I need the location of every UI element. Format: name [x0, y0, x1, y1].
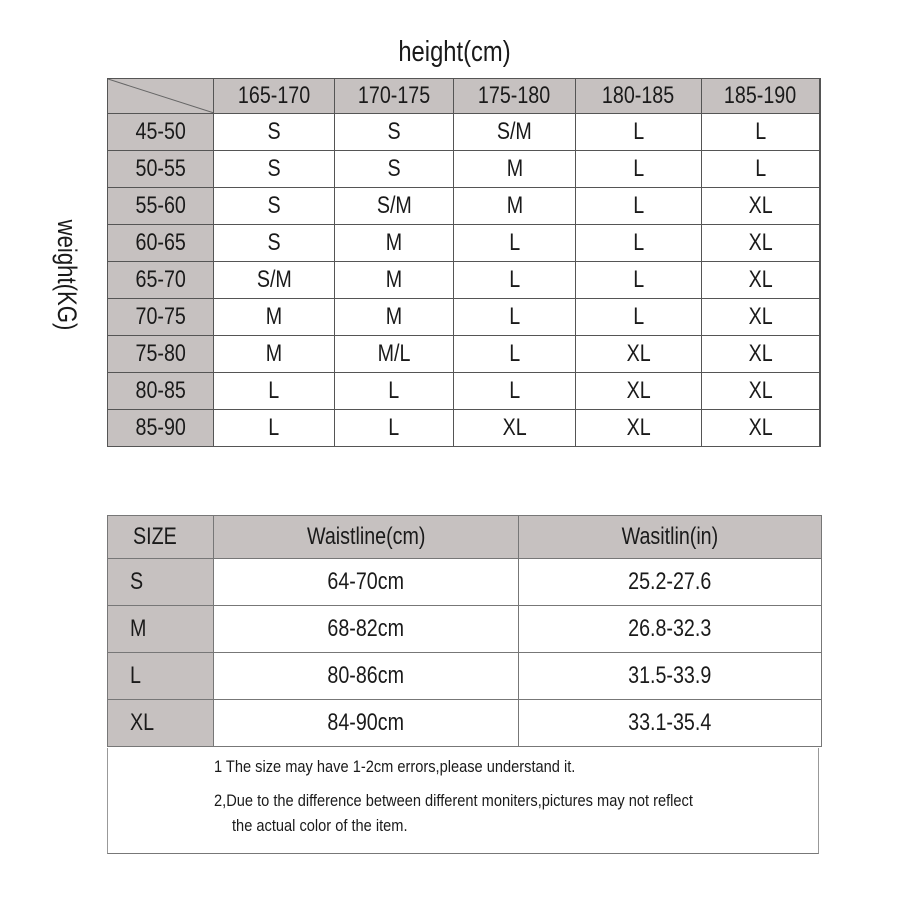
size-cell: S — [335, 151, 454, 188]
size-cell: S — [335, 114, 454, 151]
size-cell: M — [335, 225, 454, 262]
height-range-header: 185-190 — [702, 79, 820, 114]
waist-cm-cell: 80-86cm — [214, 653, 519, 700]
note-size-error: 1 The size may have 1-2cm errors,please understand it. — [214, 757, 576, 776]
size-cell: L — [702, 114, 820, 151]
height-axis-title — [0, 30, 909, 74]
table-row — [108, 188, 820, 225]
size-label-cell: S — [108, 559, 214, 606]
diagonal-divider — [108, 79, 214, 113]
weight-range-cell: 80-85 — [108, 373, 214, 410]
waist-cm-column-header: Waistline(cm) — [214, 516, 519, 559]
size-cell: XL — [702, 225, 820, 262]
table-row — [108, 373, 820, 410]
size-cell: L — [576, 151, 702, 188]
weight-range-cell: 50-55 — [108, 151, 214, 188]
waist-in-column-header: Wasitlin(in) — [519, 516, 822, 559]
size-cell: S/M — [214, 262, 335, 299]
waist-in-cell: 33.1-35.4 — [519, 700, 822, 747]
size-cell: M/L — [335, 336, 454, 373]
size-cell: XL — [702, 336, 820, 373]
waist-in-cell: 31.5-33.9 — [519, 653, 822, 700]
size-cell: XL — [702, 373, 820, 410]
size-cell: S — [214, 225, 335, 262]
size-cell: S — [214, 151, 335, 188]
size-cell: XL — [702, 299, 820, 336]
table-row — [108, 336, 820, 373]
table-row — [108, 410, 820, 447]
size-cell: XL — [702, 188, 820, 225]
height-header-row — [108, 79, 820, 114]
size-cell: L — [454, 336, 576, 373]
table-row — [108, 299, 820, 336]
note-color-difference: 2,Due to the difference between different moniters,pictures may not reflect — [214, 791, 693, 810]
size-cell: S/M — [454, 114, 576, 151]
size-cell: XL — [454, 410, 576, 447]
waist-cm-cell: 64-70cm — [214, 559, 519, 606]
size-cell: L — [576, 188, 702, 225]
table-row — [108, 262, 820, 299]
size-cell: L — [454, 225, 576, 262]
weight-range-cell: 45-50 — [108, 114, 214, 151]
height-axis-title-text: height(cm) — [398, 36, 511, 68]
size-cell: L — [702, 151, 820, 188]
size-cell: M — [214, 299, 335, 336]
size-label-cell: XL — [108, 700, 214, 747]
waist-cm-cell: 84-90cm — [214, 700, 519, 747]
notes-section — [107, 748, 819, 854]
size-label-cell: L — [108, 653, 214, 700]
weight-range-cell: 65-70 — [108, 262, 214, 299]
corner-cell — [108, 79, 214, 114]
waistline-size-table — [107, 515, 822, 747]
waist-in-cell: 26.8-32.3 — [519, 606, 822, 653]
size-cell: L — [454, 262, 576, 299]
table-row — [108, 225, 820, 262]
waist-cm-cell: 68-82cm — [214, 606, 519, 653]
weight-range-cell: 60-65 — [108, 225, 214, 262]
size-cell: XL — [576, 410, 702, 447]
size-cell: L — [214, 373, 335, 410]
size-cell: L — [335, 410, 454, 447]
size-cell: M — [214, 336, 335, 373]
size-cell: L — [454, 299, 576, 336]
size-cell: S — [214, 188, 335, 225]
height-range-header: 170-175 — [335, 79, 454, 114]
table-row — [108, 151, 820, 188]
waist-header-row — [108, 516, 822, 559]
table-row — [108, 700, 822, 747]
height-weight-size-table — [107, 78, 821, 447]
table-row — [108, 653, 822, 700]
size-label-cell: M — [108, 606, 214, 653]
size-cell: XL — [576, 373, 702, 410]
size-cell: S — [214, 114, 335, 151]
height-range-header: 175-180 — [454, 79, 576, 114]
table-row — [108, 606, 822, 653]
size-cell: L — [214, 410, 335, 447]
size-cell: L — [576, 262, 702, 299]
table-row — [108, 114, 820, 151]
size-cell: L — [576, 299, 702, 336]
weight-axis-title-text: weight(KG) — [52, 219, 82, 331]
size-cell: M — [335, 299, 454, 336]
size-cell: XL — [702, 262, 820, 299]
size-cell: M — [335, 262, 454, 299]
size-cell: L — [576, 114, 702, 151]
weight-range-cell: 85-90 — [108, 410, 214, 447]
waist-in-cell: 25.2-27.6 — [519, 559, 822, 606]
size-cell: XL — [576, 336, 702, 373]
size-cell: L — [335, 373, 454, 410]
weight-range-cell: 75-80 — [108, 336, 214, 373]
weight-range-cell: 70-75 — [108, 299, 214, 336]
size-cell: M — [454, 188, 576, 225]
size-cell: L — [576, 225, 702, 262]
size-column-header: SIZE — [108, 516, 214, 559]
note-color-difference-continued: the actual color of the item. — [232, 816, 408, 835]
size-cell: XL — [702, 410, 820, 447]
size-cell: S/M — [335, 188, 454, 225]
table-row — [108, 559, 822, 606]
weight-range-cell: 55-60 — [108, 188, 214, 225]
height-range-header: 165-170 — [214, 79, 335, 114]
height-range-header: 180-185 — [576, 79, 702, 114]
size-cell: L — [454, 373, 576, 410]
size-cell: M — [454, 151, 576, 188]
